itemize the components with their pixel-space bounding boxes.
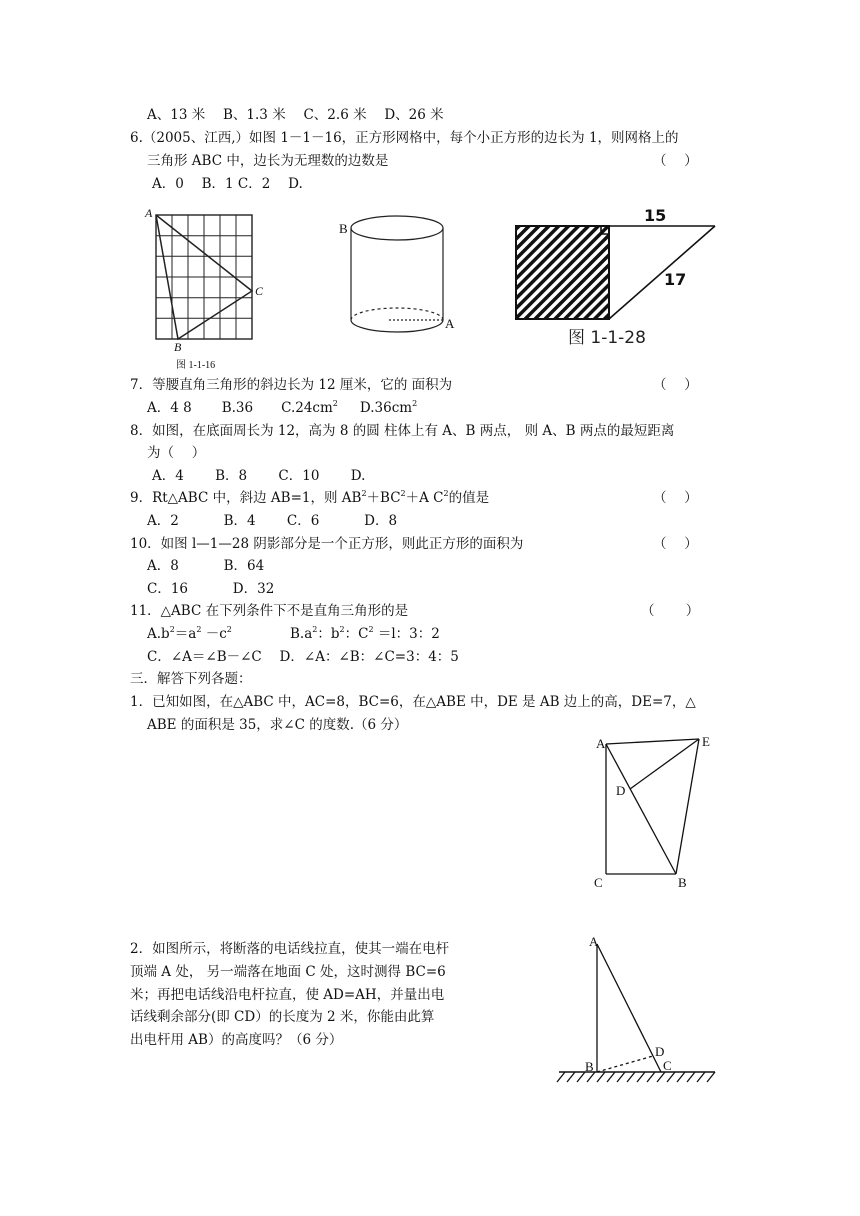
q11-b-mid2: ：C [344,626,369,642]
square-hyp-value: 17 [664,270,687,289]
problem1-figure [590,730,720,895]
q11-a-exp3: 2 [226,625,232,634]
q10-options-row2: C．16 D．32 [147,581,275,597]
q6-paren: （ ） [653,153,698,169]
q11-options-row2: C．∠A＝∠B－∠C D．∠A：∠B：∠C=3：4：5 [147,649,459,665]
p2-label-a: A [589,934,599,949]
q9-options: A．2 B．4 C．6 D．8 [147,513,398,529]
p1-label-b: B [678,875,687,890]
q7-opt-c: C.24cm [281,400,333,416]
square-caption: 图 1-1-28 [568,328,646,348]
q10-options-row1: A．8 B．64 [147,558,265,574]
q11-option-a [147,625,232,643]
q6-options: A．0 B．1 C．2 D. [152,176,303,192]
q11-a-pre: A.b [147,626,170,642]
q9-text [130,489,489,507]
p2-label-c: C [663,1058,672,1073]
q11-text: 11．△ABC 在下列条件下不是直角三角形的是 [130,603,409,619]
cylinder-label-b: B [339,221,348,236]
q7-opt-b: B.36 [221,400,254,416]
problem2-line4: 话线剩余部分(即 CD）的长度为 2 米，你能由此算 [130,1009,435,1025]
q11-a-exp2: 2 [196,625,202,634]
q11-b-exp1: 2 [312,625,318,634]
q8-line1: 8．如图，在底面周长为 12，高为 8 的圆 柱体上有 A、B 两点， 则 A、B 两点的最短距离 [130,423,675,439]
p1-label-d: D [616,783,626,798]
problem2-line3: 米；再把电话线沿电杆拉直，使 AD=AH，并量出电 [130,987,445,1003]
p2-label-b: B [585,1059,594,1074]
problem1-line1: 1．已知如图，在△ABC 中，AC=8，BC=6，在△ABE 中，DE 是 AB 边上的高，DE=7，△ [130,694,696,710]
grid-label-a: A [145,206,153,220]
grid-label-b: B [174,340,182,354]
problem2-line2: 顶端 A 处， 另一端落在地面 C 处，这时测得 BC=6 [130,964,446,980]
q8-line2: 为（ ） [147,445,206,461]
q9-paren: （ ） [653,490,698,506]
square-figure [508,205,723,350]
q8-options: A．4 B．8 C．10 D. [152,468,366,484]
square-top-value: 15 [644,206,667,225]
q7-exp-d: 2 [412,399,418,408]
cylinder-label-a: A [445,316,455,331]
q5-options: A、13 米 B、1.3 米 C、2.6 米 D、26 米 [147,107,444,123]
q11-a-exp1: 2 [169,625,175,634]
q11-a-mid: ＝a [174,626,197,642]
q7-opt-d: D.36cm [359,400,413,416]
q6-line2: 三角形 ABC 中，边长为无理数的边数是 [147,153,389,169]
q7-paren: （ ） [653,377,698,393]
q9-mid2: ＋A C [405,490,444,506]
q10-text: 10．如图 l—1—28 阴影部分是一个正方形，则此正方形的面积为 [130,536,524,552]
q11-b-exp3: 2 [368,625,374,634]
q9-mid1: ＋BC [366,490,401,506]
q11-a-post: －c [201,626,227,642]
p1-label-c: C [594,875,603,890]
q7-text: 7．等腰直角三角形的斜边长为 12 厘米，它的 面积为 [130,377,453,393]
problem2-figure [555,932,720,1087]
q11-paren: （ ） [641,603,700,619]
section-three-heading: 三．解答下列各题： [130,671,252,687]
q9-post: 的值是 [448,490,490,506]
p1-label-e: E [702,734,710,749]
p2-label-d: D [655,1044,665,1059]
grid-caption: 图 1-1-16 [176,360,216,371]
q10-paren: （ ） [653,536,698,552]
cylinder-figure [335,212,465,337]
q7-opt-a: A．4 8 [147,400,192,416]
grid-label-c: C [255,284,264,298]
q9-exp3: 2 [443,489,449,498]
q11-b-pre: B.a [290,626,313,642]
q6-line1: 6.（2005、江西,）如图 1－1－16，正方形网格中，每个小正方形的边长为 1，则网格上的 [130,130,679,146]
q9-exp1: 2 [361,489,367,498]
q9-exp2: 2 [400,489,406,498]
problem1-line2: ABE 的面积是 35，求∠C 的度数.（6 分） [147,717,408,733]
q7-options [147,399,417,417]
q11-b-post: ＝l：3：2 [373,626,440,642]
q9-pre: 9．Rt△ABC 中，斜边 AB=1，则 AB [130,490,362,506]
p1-label-a: A [596,736,606,751]
problem2-line1: 2．如图所示，将断落的电话线拉直，使其一端在电杆 [130,941,450,957]
problem2-line5: 出电杆用 AB）的高度吗？（6 分） [130,1032,343,1048]
q11-option-b [290,625,440,643]
grid-figure [140,205,280,375]
q7-exp-c: 2 [332,399,338,408]
q11-b-exp2: 2 [339,625,345,634]
q11-b-mid: ：b [317,626,340,642]
